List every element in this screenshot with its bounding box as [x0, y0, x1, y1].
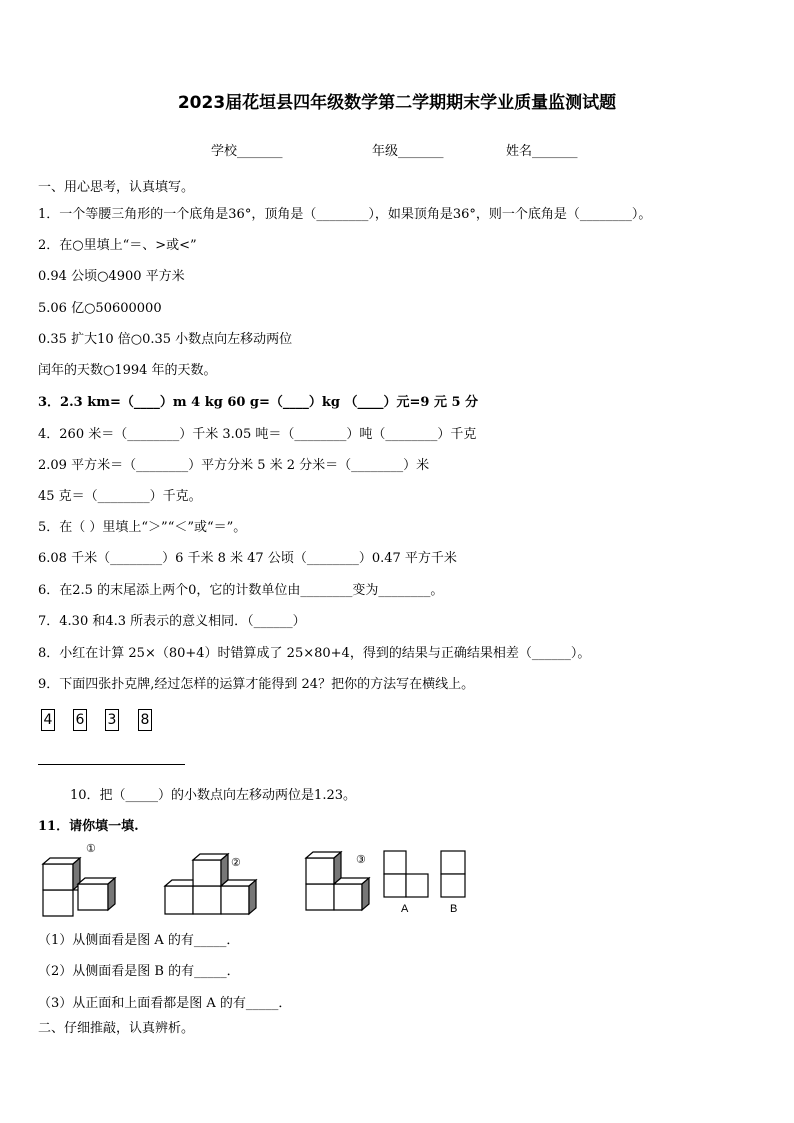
cube-figure-2	[163, 852, 263, 918]
figure-label-3: ③	[356, 854, 366, 866]
question-8: 8．小红在计算 25×（80+4）时错算成了 25×80+4，得到的结果与正确结果相差（______）。	[38, 646, 591, 661]
question-5a: 6.08 千米（________）6 千米 8 米 47 公顷（________）0.47 平方千米	[38, 551, 457, 566]
name-field: 姓名_______	[506, 144, 578, 159]
section-heading-2: 二、仔细推敲，认真辨析。	[38, 1021, 195, 1036]
question-9: 9．下面四张扑克牌,经过怎样的运算才能得到 24？把你的方法写在横线上。	[38, 677, 475, 692]
question-2d: 闰年的天数○1994 年的天数。	[38, 363, 217, 378]
question-7: 7．4.30 和4.3 所表示的意义相同．（______）	[38, 614, 306, 629]
question-4a: 4．260 米＝（________）千米 3.05 吨＝（________）吨（________）千克	[38, 427, 477, 442]
figure-label-2: ②	[231, 857, 241, 869]
cube-figure-1	[40, 846, 130, 918]
answer-line	[38, 764, 185, 765]
question-10: 10．把（_____）的小数点向左移动两位是1.23。	[70, 788, 356, 803]
poker-card: 3	[105, 709, 119, 731]
question-2b: 5.06 亿○50600000	[38, 301, 162, 316]
figure-label-1: ①	[86, 843, 96, 855]
view-b-label: B	[450, 903, 458, 915]
question-2c: 0.35 扩大10 倍○0.35 小数点向左移动两位	[38, 332, 293, 347]
poker-card: 8	[138, 709, 152, 731]
poker-card: 4	[41, 709, 55, 731]
question-4b: 2.09 平方米＝（________）平方分米 5 米 2 分米＝（________）米	[38, 458, 430, 473]
question-11-1: （1）从侧面看是图 A 的有_____．	[38, 933, 240, 948]
page-title: 2023届花垣县四年级数学第二学期期末学业质量监测试题	[177, 93, 617, 113]
question-6: 6．在2.5 的末尾添上两个0，它的计数单位由________变为________。	[38, 583, 444, 598]
cube-figure-3	[303, 850, 379, 914]
question-5: 5．在（ ）里填上“＞”“＜”或“＝”。	[38, 520, 247, 535]
question-2: 2．在○里填上“＝、>或<”	[38, 238, 197, 253]
question-3: 3．2.3 km=（____）m 4 kg 60 g=（____）kg （____）元=9 元 5 分	[38, 395, 479, 410]
view-a-figure	[383, 850, 431, 900]
section-heading-1: 一、用心思考，认真填写。	[38, 180, 195, 195]
question-11-2: （2）从侧面看是图 B 的有_____．	[38, 964, 240, 979]
question-11-3: （3）从正面和上面看都是图 A 的有_____．	[38, 996, 292, 1011]
school-field: 学校_______	[211, 144, 283, 159]
question-1: 1．一个等腰三角形的一个底角是36°，顶角是（________），如果顶角是36°，则一个底角是（________）。	[38, 207, 652, 222]
view-b-figure	[440, 850, 468, 900]
question-11: 11．请你填一填.	[38, 819, 139, 834]
question-2a: 0.94 公顷○4900 平方米	[38, 269, 185, 284]
view-a-label: A	[401, 903, 409, 915]
poker-card: 6	[73, 709, 87, 731]
question-4c: 45 克＝（________）千克。	[38, 489, 202, 504]
grade-field: 年级_______	[372, 144, 444, 159]
